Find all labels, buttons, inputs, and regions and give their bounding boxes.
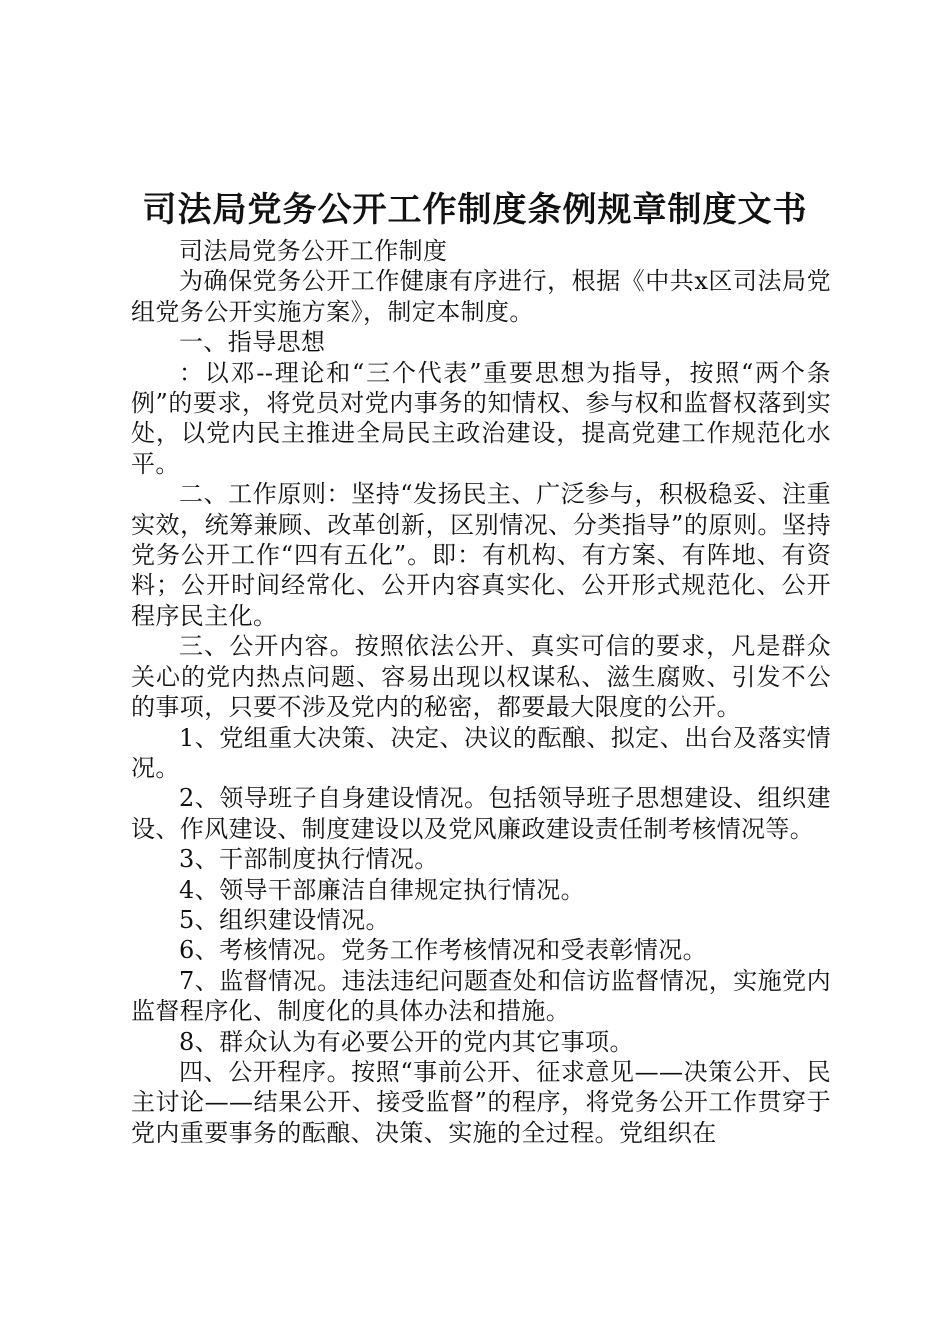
paragraph: 6、考核情况。党务工作考核情况和受表彰情况。 <box>179 936 708 965</box>
paragraph: 4、领导干部廉洁自律规定执行情况。 <box>179 875 586 904</box>
paragraph: ：以邓--理论和“三个代表”重要思想为指导，按照“两个条例”的要求，将党员对党内事务的知情权、参与权和监督权落到实处，以党内民主推进全局民主政治建设，提高党建工作规范化水平。 <box>131 358 831 478</box>
document-title: 司法局党务公开工作制度条例规章制度文书 <box>142 190 808 230</box>
paragraph: 三、公开内容。按照依法公开、真实可信的要求，凡是群众关心的党内热点问题、容易出现以权谋私、滋生腐败、引发不公的事项，只要不涉及党内的秘密，都要最大限度的公开。 <box>131 632 831 722</box>
paragraph: 8、群众认为有必要公开的党内其它事项。 <box>179 1027 634 1056</box>
paragraph: 1、党组重大决策、决定、决议的酝酿、拟定、出台及落实情况。 <box>131 723 831 782</box>
paragraph: 四、公开程序。按照“事前公开、征求意见——决策公开、民主讨论——结果公开、接受监督”的程序，将党务公开工作贯穿于党内重要事务的酝酿、决策、实施的全过程。党组织在 <box>131 1057 831 1147</box>
paragraph: 二、工作原则：坚持“发扬民主、广泛参与，积极稳妥、注重实效，统筹兼顾、改革创新，区别情况、分类指导”的原则。坚持党务公开工作“四有五化”。即：有机构、有方案、有阵地、有资料；公开时间经常化、公开内容真实化、公开形式规范化、公开程序民主化。 <box>131 480 831 630</box>
document-body <box>131 236 831 1148</box>
paragraph: 2、领导班子自身建设情况。包括领导班子思想建设、组织建设、作风建设、制度建设以及党风廉政建设责任制考核情况等。 <box>131 784 831 843</box>
paragraph: 一、指导思想 <box>179 328 326 357</box>
paragraph: 5、组织建设情况。 <box>179 905 390 934</box>
paragraph: 为确保党务公开工作健康有序进行，根据《中共x区司法局党组党务公开实施方案》，制定本制度。 <box>131 267 831 326</box>
paragraph: 司法局党务公开工作制度 <box>179 237 448 265</box>
paragraph: 3、干部制度执行情况。 <box>179 845 439 874</box>
paragraph: 7、监督情况。违法违纪问题查处和信访监督情况，实施党内监督程序化、制度化的具体办法和措施。 <box>131 966 831 1026</box>
